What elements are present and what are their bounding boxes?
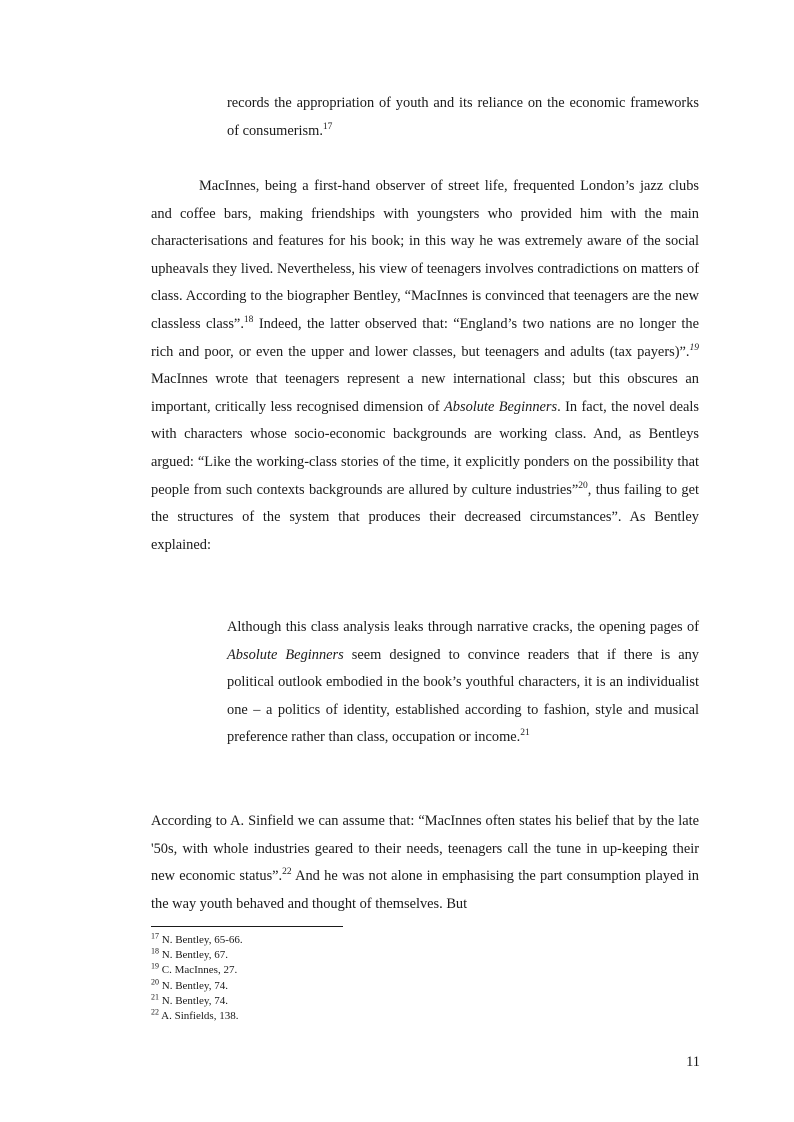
footnote <box>151 1009 551 1024</box>
paragraph-text: MacInnes wrote that teenagers represent a new international class; but this obscures an important, critically less recognised dimension of <box>151 371 699 415</box>
block-quote-continued <box>227 90 699 145</box>
footnote-number: 17 <box>151 931 159 941</box>
quote-text: seem designed to convince readers that if there is any political outlook embodied in the book’s youthful characters, it is an individualist one – a politics of identity, established according to fashion, style and musical preference rather than class, occupation or income. <box>227 646 699 746</box>
footnote-ref-17[interactable]: 17 <box>322 121 333 132</box>
footnote <box>151 963 551 978</box>
footnote-number: 21 <box>151 992 159 1002</box>
footnote-ref-22[interactable]: 22 <box>282 867 292 878</box>
book-title: Absolute Beginners <box>227 646 344 663</box>
paragraph-text: , thus failing to get the structures of the system that produces their decreased circumstances”. As Bentley explained: <box>151 481 699 553</box>
footnote-text: N. Bentley, 74. <box>159 994 228 1007</box>
footnotes <box>151 933 551 1024</box>
paragraph-text: Indeed, the latter observed that: “England’s two nations are no longer the rich and poor, or even the upper and lower classes, but teenagers and adults (tax payers)”. <box>151 315 699 360</box>
footnote <box>151 933 551 948</box>
footnote-number: 18 <box>151 946 159 956</box>
footnote-ref-19[interactable]: 19 <box>689 342 699 353</box>
quote-text: Although this class analysis leaks through narrative cracks, the opening pages of <box>227 619 699 635</box>
paragraph-text: MacInnes, being a first-hand observer of street life, frequented London’s jazz clubs and coffee bars, making friendships with youngsters who provided him with the main characterisations and features for his book; in this way he was extremely aware of the social upheavals they lived. Nevertheless, his view of teenagers involves contradictions on matters of class. According to the biographer Bentley, “MacInnes is convinced that teenagers are the new classless class”. <box>151 178 699 332</box>
body-paragraph-1 <box>151 173 699 559</box>
quote-text: records the appropriation of youth and its reliance on the economic frameworks of consumerism. <box>227 95 699 139</box>
body-paragraph-2 <box>151 808 699 918</box>
paragraph-text: According to A. Sinfield we can assume that: “MacInnes often states his belief that by the late '50s, with whole industries geared to their needs, teenagers call the tune in up-keeping their new economic status”. <box>151 813 699 885</box>
footnote <box>151 994 551 1009</box>
footnote-text: N. Bentley, 67. <box>159 949 228 962</box>
footnote-separator <box>151 926 343 927</box>
footnote-number: 20 <box>151 976 159 986</box>
footnote-text: N. Bentley, 74. <box>159 979 228 992</box>
paragraph-text: And he was not alone in emphasising the part consumption played in the way youth behaved and thought of themselves. But <box>151 868 700 912</box>
footnote-text: A. Sinfields, 138. <box>159 1010 239 1023</box>
page-number: 11 <box>686 1054 700 1070</box>
footnote-ref-18[interactable]: 18 <box>243 315 254 326</box>
footnote-ref-21[interactable]: 21 <box>520 728 530 739</box>
book-title: Absolute Beginners <box>443 398 558 415</box>
footnote-number: 22 <box>151 1007 159 1017</box>
block-quote <box>227 614 699 752</box>
footnote-text: C. MacInnes, 27. <box>159 964 238 977</box>
footnote <box>151 948 551 963</box>
paragraph-text: . In fact, the novel deals with characters whose socio-economic backgrounds are working class. And, as Bentleys argued: “Like the working-class stories of the time, it explicitly ponders on the possibility that people from such contexts backgrounds are allured by culture industries” <box>151 398 699 498</box>
footnote-number: 19 <box>151 961 159 971</box>
footnote-ref-20[interactable]: 20 <box>578 480 588 491</box>
footnote <box>151 976 551 994</box>
footnote-text: N. Bentley, 65-66. <box>159 934 243 946</box>
